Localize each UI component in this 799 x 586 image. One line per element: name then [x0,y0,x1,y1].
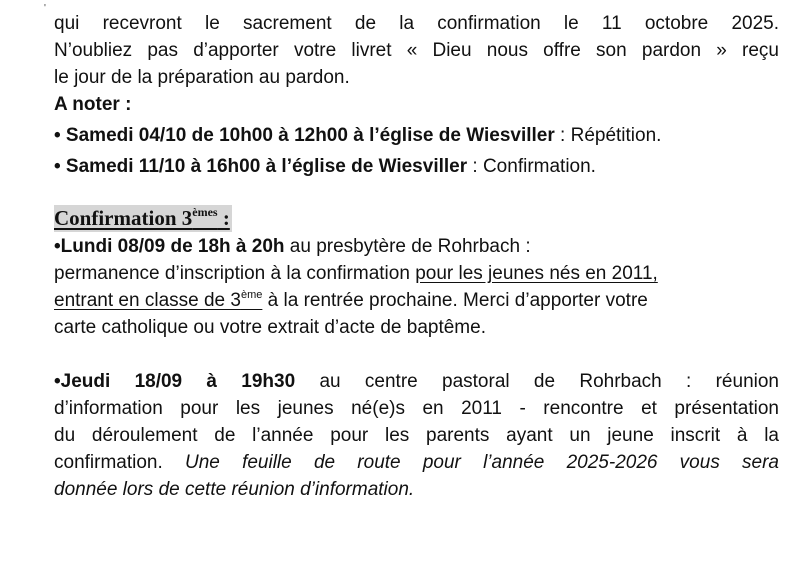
lundi-l3-u-text: entrant en classe de 3 [54,290,241,311]
schedule-item [54,153,779,180]
lundi-line-1 [54,233,779,260]
lundi-line-4: carte catholique ou votre extrait d’acte de baptême. [54,317,486,338]
jeudi-line-1 [54,368,779,395]
a-noter-text: A noter : [54,94,132,115]
spacer [54,341,779,368]
heading-main: Confirmation 3 [54,206,193,230]
lundi-line-3 [54,287,779,314]
lundi-date: •Lundi 08/09 de 18h à 20h [54,236,285,257]
lundi-l3-rest: à la rentrée prochaine. Merci d’apporter votre [262,290,648,311]
jeudi-date: •Jeudi 18/09 à 19h30 [54,371,296,392]
jeudi-place: au centre pastoral de Rohrbach : réunion [295,371,779,392]
a-noter-label [54,91,779,118]
heading-sup: èmes [192,205,218,219]
jeudi-line-5: donnée lors de cette réunion d’information. [54,479,415,500]
lundi-line-2 [54,260,779,287]
intro-line-2: N’oubliez pas d’apporter votre livret « Dieu nous offre son pardon » reçu [54,40,779,61]
section-heading [54,205,232,232]
document-page [54,10,779,503]
heading-end: : [217,206,230,230]
intro-line-3: le jour de la préparation au pardon. [54,67,350,88]
lundi-l3-underlined [54,290,262,311]
spacer [54,180,779,205]
section-heading-wrap [54,205,779,233]
lundi-place: au presbytère de Rohrbach : [284,236,531,257]
jeudi-line-4 [54,449,779,476]
intro-line-1: qui recevront le sacrement de la confirmation le 11 octobre 2025. [54,13,779,34]
jeudi-l4-italic: Une feuille de route pour l’année 2025-2026 vous sera [185,452,780,473]
schedule-item [54,122,779,149]
jeudi-line-2: d’information pour les jeunes né(e)s en 2011 - rencontre et présentation [54,398,779,419]
stray-mark: ' [44,3,46,14]
jeudi-l4-text: confirmation. [54,452,185,473]
lundi-l3-sup: ème [240,289,263,301]
jeudi-line-3: du déroulement de l’année pour les parents ayant un jeune inscrit à la [54,425,779,446]
schedule-item-date: • Samedi 11/10 à 16h00 à l’église de Wiesviller [54,156,468,177]
schedule-item-date: • Samedi 04/10 de 10h00 à 12h00 à l’église de Wiesviller [54,125,555,146]
schedule-item-desc: : Confirmation. [467,156,596,177]
schedule-item-desc: : Répétition. [554,125,662,146]
lundi-l2-text: permanence d’inscription à la confirmation [54,263,416,284]
lundi-l2-underlined: pour les jeunes nés en 2011, [415,263,658,284]
